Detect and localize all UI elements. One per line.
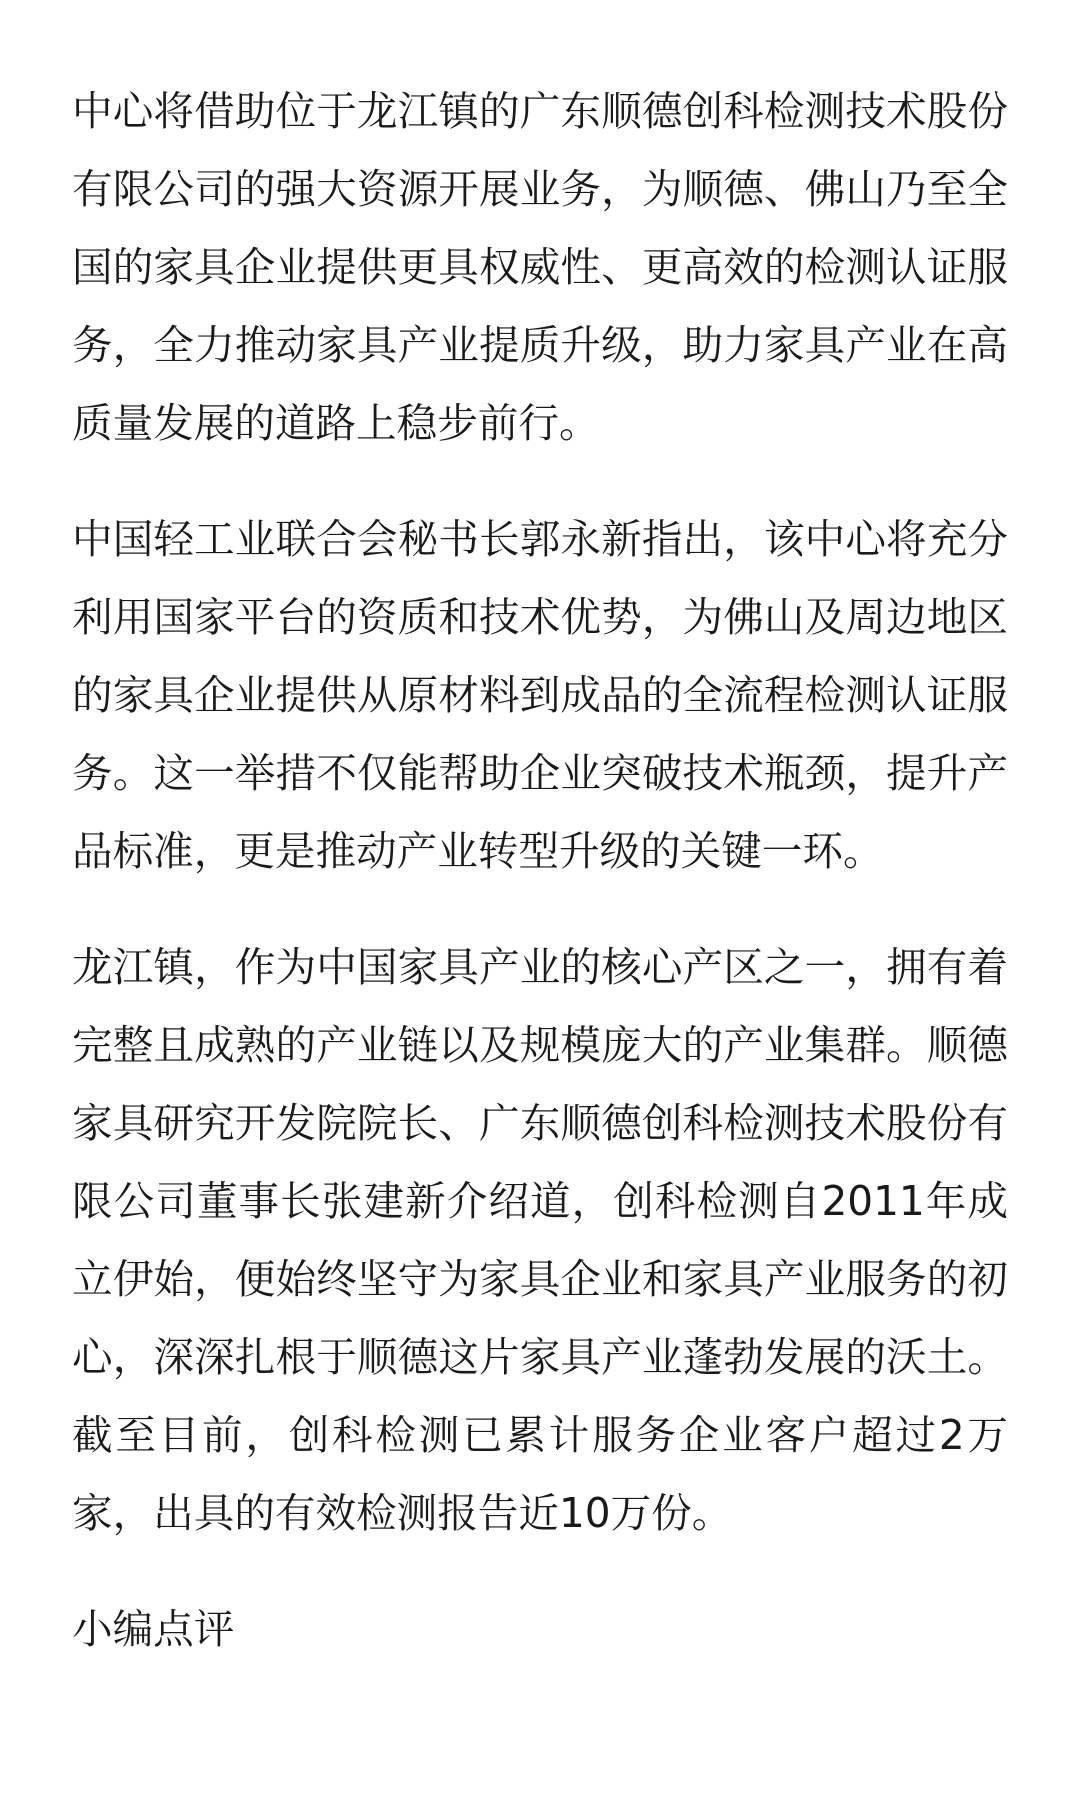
section-heading-editor-comment: 小编点评 xyxy=(72,1605,235,1653)
paragraph-longjiang-town: 龙江镇，作为中国家具产业的核心产区之一，拥有着完整且成熟的产业链以及规模庞大的产业集群。顺德家具研究开发院院长、广东顺德创科检测技术股份有限公司董事长张建新介绍道，创科检测自2011年成立伊始，便始终坚守为家具企业和家具产业服务的初心，深深扎根于顺德这片家具产业蓬勃发展的沃土。截至目前，创科检测已累计服务企业客户超过2万家，出具的有效检测报告近10万份。 xyxy=(72,943,1008,1537)
paragraph-guo-yongxin-quote: 中国轻工业联合会秘书长郭永新指出，该中心将充分利用国家平台的资质和技术优势，为佛山及周边地区的家具企业提供从原材料到成品的全流程检测认证服务。这一举措不仅能帮助企业突破技术瓶颈，提升产品标准，更是推动产业转型升级的关键一环。 xyxy=(72,515,1008,875)
paragraph-testing-center: 中心将借助位于龙江镇的广东顺德创科检测技术股份有限公司的强大资源开展业务，为顺德、佛山乃至全国的家具企业提供更具权威性、更高效的检测认证服务，全力推动家具产业提质升级，助力家具产业在高质量发展的道路上稳步前行。 xyxy=(72,87,1008,447)
